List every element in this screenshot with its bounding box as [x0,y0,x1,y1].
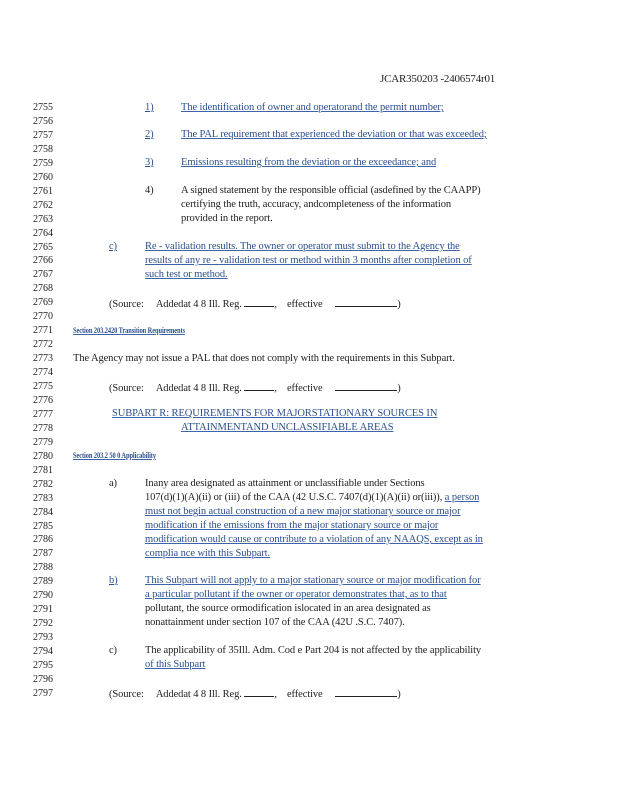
para-b-line-1: This Subpart will not apply to a major stationary source or major modification for [145,575,481,586]
source-effective: effective [286,299,323,310]
source-note-1 [109,296,401,312]
line-number: 2762 [33,199,53,211]
line-number: 2758 [33,143,53,155]
source-effective: effective [286,383,323,394]
para-b-line-3: pollutant, the source ormodification islocated in an area designated as [145,603,431,614]
para-c-revalidation-line-2: results of any re - validation test or method within 3 months after completion of [145,255,472,266]
date-blank [335,686,397,697]
line-number: 2795 [33,660,53,671]
source-comma: , [274,383,277,394]
line-number: 2781 [33,464,53,476]
line-number: 2755 [33,102,53,113]
item-1-text: The identification of owner and operatorand the permit number; [181,102,444,113]
line-number: 2787 [33,548,53,560]
para-a-line-2-text: 107(d)(1)(A)(ii) or (iii) of the CAA (42 U.S.C. 7407(d)(1)(A)(ii) or(iii)), [145,492,443,503]
date-blank [335,380,397,391]
source-label: (Source: [109,689,144,700]
para-c-applicability-line-2: of this Subpart [145,659,206,670]
source-effective: effective [286,689,323,700]
line-number: 2756 [33,115,53,127]
line-number: 2786 [33,534,53,546]
source-note-2 [109,380,401,396]
para-b-line-4: nonattainment under section 107 of the CAA (42U .S.C. 7407). [145,617,405,628]
para-b-line-2: a particular pollutant if the owner or operator demonstrates that, as to that [145,589,447,600]
line-number: 2765 [33,241,53,253]
section-heading-applicability: Section 203.2 50 0 Applicability [73,451,156,460]
line-number: 2784 [33,506,53,518]
para-a-line-6: complia nce with this Subpart. [145,548,271,559]
line-number: 2792 [33,618,53,630]
line-number: 2791 [33,604,53,616]
item-4-line-1: A signed statement by the responsible official (asdefined by the CAAPP) [181,185,481,196]
line-number: 2764 [33,227,53,239]
para-c-revalidation-marker: c) [109,241,117,252]
line-number: 2785 [33,520,53,532]
para-c-applicability-marker: c) [109,645,117,656]
line-number: 2790 [33,590,53,602]
para-c-applicability-line-1: The applicability of 35Ill. Adm. Cod e Part 204 is not affected by the applicability [145,645,482,656]
line-number: 2780 [33,450,53,462]
line-number: 2774 [33,367,53,379]
line-number: 2789 [33,576,53,588]
line-number: 2773 [33,353,53,365]
line-number: 2775 [33,381,53,392]
volume-blank [244,296,274,307]
line-number: 2783 [33,492,53,504]
item-2-marker: 2) [145,129,154,140]
para-a-marker: a) [109,478,117,489]
para-a-line-5: modification would cause or contribute to a violation of any NAAQS, except as in [145,534,483,545]
volume-blank [244,686,274,697]
item-3-text: Emissions resulting from the deviation or the exceedance; and [181,157,437,168]
para-c-revalidation-line-1: Re - validation results. The owner or operator must submit to the Agency the [145,241,460,252]
source-note-3 [109,686,401,702]
line-number: 2788 [33,562,53,574]
date-blank [335,296,397,307]
item-1-marker: 1) [145,102,154,113]
para-c-revalidation-line-3: such test or method. [145,269,228,280]
line-number: 2763 [33,213,53,225]
document-id-header: JCAR350203 -2406574r01 [380,73,496,85]
line-number: 2757 [33,129,53,141]
source-close: ) [397,299,401,310]
line-number: 2771 [33,325,53,337]
source-text: Addedat 4 8 Ill. Reg. [155,689,242,700]
source-close: ) [397,383,401,394]
volume-blank [244,380,274,391]
line-number: 2796 [33,673,53,685]
transition-requirements-text: The Agency may not issue a PAL that does not comply with the requirements in this Subpart. [73,353,455,364]
item-3-marker: 3) [145,157,154,168]
line-number: 2794 [33,646,53,658]
line-number: 2776 [33,394,53,406]
line-number: 2769 [33,297,53,309]
para-a-line-2-inserted: a person [444,492,480,503]
line-number: 2768 [33,283,53,295]
line-number: 2778 [33,422,53,434]
line-number: 2760 [33,171,53,183]
line-number: 2777 [33,408,53,420]
section-heading-transition: Section 203.2420 Transition Requirements [73,326,186,335]
line-number: 2766 [33,255,53,267]
source-comma: , [274,689,277,700]
source-text: Addedat 4 8 Ill. Reg. [155,299,242,310]
line-number: 2797 [33,687,53,699]
line-number: 2759 [33,157,53,169]
line-number: 2770 [33,311,53,323]
item-4-marker: 4) [145,185,154,196]
subpart-heading-line-2: ATTAINMENTAND UNCLASSIFIABLE AREAS [181,422,394,433]
para-b-marker: b) [109,575,118,586]
source-text: Addedat 4 8 Ill. Reg. [155,383,242,394]
line-number: 2767 [33,269,53,281]
para-a-line-1: Inany area designated as attainment or unclassifiable under Sections [145,478,425,489]
line-number: 2761 [33,185,53,197]
line-number: 2779 [33,436,53,448]
subpart-heading-line-1: SUBPART R: REQUIREMENTS FOR MAJORSTATIONARY SOURCES IN [112,408,438,419]
source-label: (Source: [109,383,144,394]
item-4-line-3: provided in the report. [181,213,273,224]
line-number: 2782 [33,478,53,490]
item-2-text: The PAL requirement that experienced the deviation or that was exceeded; [181,129,487,140]
para-a-line-4: modification if the emissions from the major stationary source or major [145,520,439,531]
line-number: 2793 [33,632,53,644]
para-a-line-3: must not begin actual construction of a new major stationary source or major [145,506,461,517]
source-comma: , [274,299,277,310]
para-a-line-2 [145,491,479,505]
item-4-line-2: certifying the truth, accuracy, andcompleteness of the information [181,199,451,210]
source-label: (Source: [109,299,144,310]
line-number: 2772 [33,339,53,351]
source-close: ) [397,689,401,700]
